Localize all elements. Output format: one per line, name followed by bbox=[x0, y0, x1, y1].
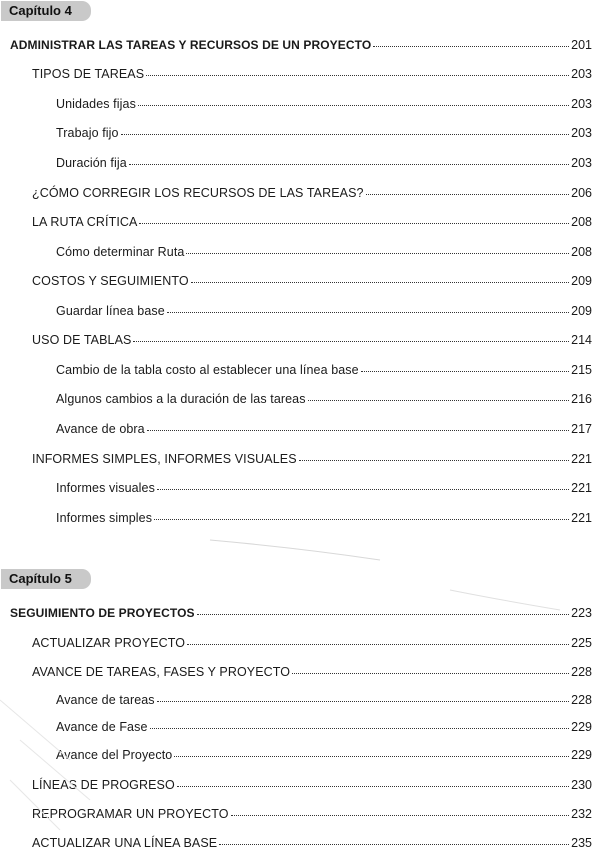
toc-page-number: 223 bbox=[571, 606, 592, 620]
leader-dots bbox=[167, 311, 569, 313]
leader-dots bbox=[174, 755, 569, 757]
toc-entry[interactable] bbox=[32, 777, 592, 793]
leader-dots bbox=[187, 643, 569, 645]
leader-dots bbox=[147, 429, 569, 431]
toc-page-number: 203 bbox=[571, 67, 592, 81]
leader-dots bbox=[146, 74, 569, 76]
toc-page-number: 225 bbox=[571, 636, 592, 650]
toc-entry[interactable] bbox=[32, 635, 592, 651]
leader-dots bbox=[129, 163, 569, 165]
leader-dots bbox=[219, 843, 569, 845]
chapter-5-tag: Capítulo 5 bbox=[1, 569, 91, 589]
toc-page-number: 206 bbox=[571, 186, 592, 200]
toc-page-number: 209 bbox=[571, 274, 592, 288]
toc-entry-title: Avance de tareas bbox=[56, 693, 155, 707]
toc-entry[interactable] bbox=[56, 96, 592, 112]
toc-entry-title: LA RUTA CRÍTICA bbox=[32, 215, 138, 229]
leader-dots bbox=[157, 488, 569, 490]
toc-entry-title: Cómo determinar Ruta bbox=[56, 245, 185, 259]
leader-dots bbox=[150, 727, 570, 729]
toc-entry-title: SEGUIMIENTO DE PROYECTOS bbox=[10, 606, 195, 620]
toc-entry[interactable] bbox=[10, 605, 592, 621]
toc-entry[interactable] bbox=[56, 747, 592, 763]
toc-entry[interactable] bbox=[32, 664, 592, 680]
toc-entry[interactable] bbox=[56, 480, 592, 496]
toc-entry-title: LÍNEAS DE PROGRESO bbox=[32, 778, 175, 792]
toc-page-number: 203 bbox=[571, 156, 592, 170]
toc-entry[interactable] bbox=[56, 244, 592, 260]
leader-dots bbox=[366, 193, 570, 195]
toc-page-number: 228 bbox=[571, 665, 592, 679]
leader-dots bbox=[361, 370, 569, 372]
toc-page-number: 214 bbox=[571, 333, 592, 347]
toc-entry-title: AVANCE DE TAREAS, FASES Y PROYECTO bbox=[32, 665, 291, 679]
leader-dots bbox=[197, 613, 569, 615]
toc-entry[interactable] bbox=[32, 66, 592, 82]
leader-dots bbox=[231, 814, 570, 816]
toc-entry[interactable] bbox=[32, 214, 592, 230]
leader-dots bbox=[373, 45, 569, 47]
toc-entry[interactable] bbox=[56, 125, 592, 141]
toc-entry[interactable] bbox=[56, 421, 592, 437]
toc-page-number: 215 bbox=[571, 363, 592, 377]
toc-entry[interactable] bbox=[56, 362, 592, 378]
toc-entry[interactable] bbox=[56, 155, 592, 171]
toc-entry-title: USO DE TABLAS bbox=[32, 333, 132, 347]
toc-entry[interactable] bbox=[32, 273, 592, 289]
toc-entry-title: Avance del Proyecto bbox=[56, 748, 173, 762]
leader-dots bbox=[121, 133, 570, 135]
toc-entry[interactable] bbox=[32, 806, 592, 822]
leader-dots bbox=[138, 104, 569, 106]
leader-dots bbox=[308, 399, 570, 401]
toc-entry-title: Duración fija bbox=[56, 156, 127, 170]
toc-entry-title: COSTOS Y SEGUIMIENTO bbox=[32, 274, 189, 288]
toc-page-number: 221 bbox=[571, 511, 592, 525]
leader-dots bbox=[157, 700, 569, 702]
toc-entry-title: INFORMES SIMPLES, INFORMES VISUALES bbox=[32, 452, 297, 466]
toc-entry[interactable] bbox=[32, 835, 592, 851]
toc-page-number: 208 bbox=[571, 215, 592, 229]
toc-page-number: 217 bbox=[571, 422, 592, 436]
toc-entry-title: ACTUALIZAR UNA LÍNEA BASE bbox=[32, 836, 218, 850]
toc-entry-title: Guardar línea base bbox=[56, 304, 165, 318]
toc-entry-title: TIPOS DE TAREAS bbox=[32, 67, 145, 81]
toc-page-number: 221 bbox=[571, 481, 592, 495]
leader-dots bbox=[177, 785, 569, 787]
toc-entry[interactable] bbox=[32, 451, 592, 467]
toc-page-number: 216 bbox=[571, 392, 592, 406]
toc-entry-title: Trabajo fijo bbox=[56, 126, 119, 140]
toc-entry-title: Algunos cambios a la duración de las tareas bbox=[56, 392, 306, 406]
toc-entry[interactable] bbox=[32, 185, 592, 201]
leader-dots bbox=[154, 518, 569, 520]
toc-entry[interactable] bbox=[56, 303, 592, 319]
toc-page-number: 201 bbox=[571, 38, 592, 52]
leader-dots bbox=[299, 459, 569, 461]
toc-page-number: 232 bbox=[571, 807, 592, 821]
toc-entry-title: Informes simples bbox=[56, 511, 153, 525]
toc-page-number: 229 bbox=[571, 748, 592, 762]
toc-page-number: 203 bbox=[571, 97, 592, 111]
toc-entry[interactable] bbox=[56, 391, 592, 407]
leader-dots bbox=[186, 252, 569, 254]
toc-page-number: 228 bbox=[571, 693, 592, 707]
chapter-4-tag: Capítulo 4 bbox=[1, 1, 91, 21]
toc-entry-title: Avance de obra bbox=[56, 422, 145, 436]
toc-page-number: 235 bbox=[571, 836, 592, 850]
toc-entry-title: ¿CÓMO CORREGIR LOS RECURSOS DE LAS TAREAS? bbox=[32, 186, 364, 200]
toc-page-number: 203 bbox=[571, 126, 592, 140]
toc-page-number: 209 bbox=[571, 304, 592, 318]
toc-entry[interactable] bbox=[32, 332, 592, 348]
toc-entry-title: ACTUALIZAR PROYECTO bbox=[32, 636, 186, 650]
leader-dots bbox=[133, 340, 569, 342]
toc-entry-title: Informes visuales bbox=[56, 481, 155, 495]
toc-entry-title: ADMINISTRAR LAS TAREAS Y RECURSOS DE UN PROYECTO bbox=[10, 38, 372, 52]
toc-entry[interactable] bbox=[56, 719, 592, 735]
toc-entry-title: REPROGRAMAR UN PROYECTO bbox=[32, 807, 229, 821]
toc-page-number: 230 bbox=[571, 778, 592, 792]
toc-entry-title: Unidades fijas bbox=[56, 97, 136, 111]
leader-dots bbox=[292, 672, 569, 674]
leader-dots bbox=[139, 222, 569, 224]
leader-dots bbox=[191, 281, 569, 283]
toc-entry[interactable] bbox=[56, 510, 592, 526]
toc-entry-title: Avance de Fase bbox=[56, 720, 148, 734]
toc-page-number: 221 bbox=[571, 452, 592, 466]
toc-entry-title: Cambio de la tabla costo al establecer una línea base bbox=[56, 363, 359, 377]
toc-entry[interactable] bbox=[10, 37, 592, 53]
toc-page-number: 229 bbox=[571, 720, 592, 734]
toc-page-number: 208 bbox=[571, 245, 592, 259]
toc-entry[interactable] bbox=[56, 692, 592, 708]
